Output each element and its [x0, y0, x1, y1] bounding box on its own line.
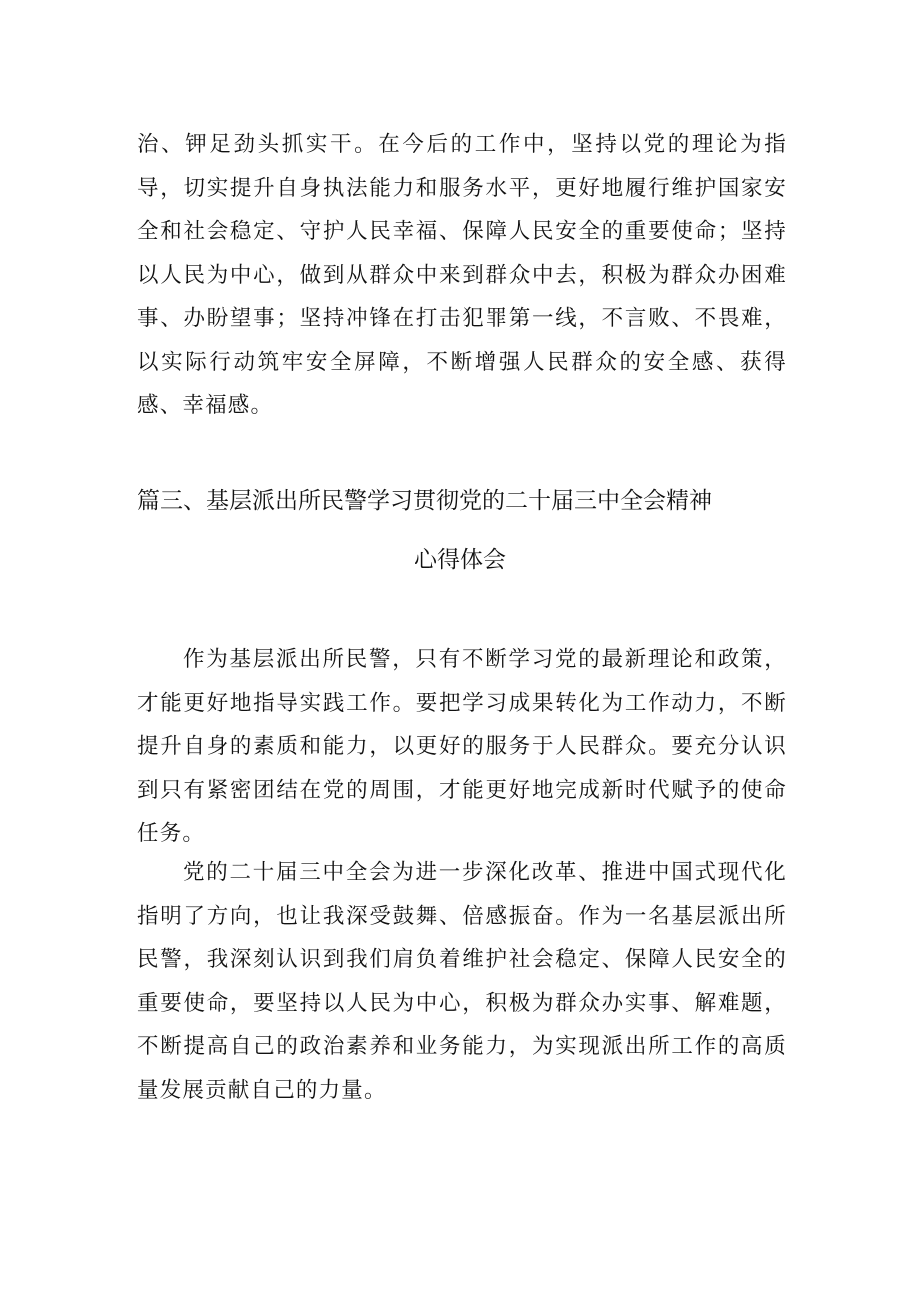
- paragraph-intro: 作为基层派出所民警，只有不断学习党的最新理论和政策，才能更好地指导实践工作。要把学习成果转化为工作动力，不断提升自身的素质和能力，以更好的服务于人民群众。要充分认识到只有紧密团结在党的周围，才能更好地完成新时代赋予的使命任务。: [137, 647, 787, 846]
- paragraph-body: 党的二十届三中全会为进一步深化改革、推进中国式现代化指明了方向，也让我深受鼓舞、倍感振奋。作为一名基层派出所民警，我深刻认识到我们肩负着维护社会稳定、保障人民安全的重要使命，要坚持以人民为中心，积极为群众办实事、解难题，不断提高自己的政治素养和业务能力，为实现派出所工作的高质量发展贡献自己的力量。: [137, 860, 787, 1103]
- paragraph-continuation: 治、钾足劲头抓实干。在今后的工作中，坚持以党的理论为指导，切实提升自身执法能力和服务水平，更好地履行维护国家安全和社会稳定、守护人民幸福、保障人民安全的重要使命；坚持以人民为中心，做到从群众中来到群众中去，积极为群众办困难事、办盼望事；坚持冲锋在打击犯罪第一线，不言败、不畏难，以实际行动筑牢安全屏障，不断增强人民群众的安全感、获得感、幸福感。: [137, 132, 787, 418]
- section-heading-line-2: 心得体会: [414, 547, 506, 573]
- section-heading-line-1: 篇三、基层派出所民警学习贯彻党的二十届三中全会精神: [137, 488, 712, 514]
